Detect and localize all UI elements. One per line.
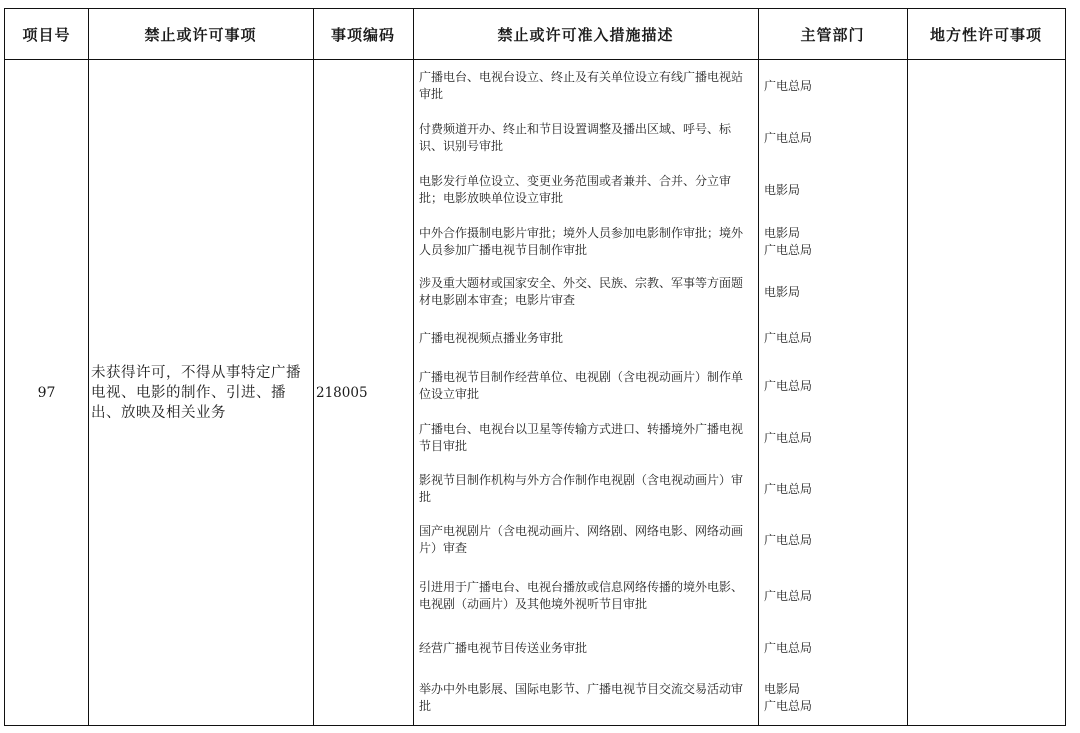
measure-row: [413, 412, 758, 464]
row-matter: 未获得许可，不得从事特定广播电视、电影的制作、引进、播出、放映及相关业务: [91, 364, 301, 421]
header-code: 事项编码: [330, 25, 395, 44]
measure-text: 引进用于广播电台、电视台播放或信息网络传播的境外电影、电视剧（动画片）及其他境外视听节目审批: [419, 580, 744, 611]
department-text: 广电总局: [764, 588, 813, 603]
measure-text: 国产电视剧片（含电视动画片、网络剧、网络电影、网络动画片）审查: [419, 524, 744, 555]
department-text: 广电总局: [764, 378, 813, 393]
permit-table: [4, 8, 1066, 726]
measure-text: 举办中外电影展、国际电影节、广播电视节目交流交易活动审批: [419, 681, 744, 713]
department-row: [758, 268, 907, 316]
measure-text: 广播电台、电视台设立、终止及有关单位设立有线广播电视站审批: [419, 70, 744, 101]
department-row: [758, 626, 907, 670]
department-row: [758, 316, 907, 360]
measure-text: 电影发行单位设立、变更业务范围或者兼并、合并、分立审批；电影放映单位设立审批: [419, 174, 732, 205]
measure-row: [413, 112, 758, 164]
measure-text: 付费频道开办、终止和节目设置调整及播出区域、呼号、标识、识别号审批: [419, 122, 732, 153]
department-text: 广电总局: [764, 640, 813, 655]
header-matter: 禁止或许可事项: [144, 25, 257, 44]
header-item-no: 项目号: [22, 25, 71, 44]
measure-text: 涉及重大题材或国家安全、外交、民族、宗教、军事等方面题材电影剧本审查；电影片审查: [419, 276, 744, 307]
row-item-no: 97: [37, 384, 56, 401]
measure-text: 影视节目制作机构与外方合作制作电视剧（含电视动画片）审批: [419, 473, 744, 504]
department-text: 电影局 广电总局: [764, 226, 813, 257]
measure-row: [413, 164, 758, 216]
measure-row: [413, 514, 758, 566]
col-divider: [313, 9, 314, 725]
department-row: [758, 112, 907, 164]
measures-column: [413, 60, 758, 725]
department-column: [758, 60, 907, 725]
row-local: [907, 60, 1065, 725]
measure-text: 经营广播电视节目传送业务审批: [419, 640, 588, 655]
measure-text: 中外合作摄制电影片审批；境外人员参加电影制作审批；境外人员参加广播电视节目制作审批: [419, 226, 744, 257]
department-text: 广电总局: [764, 130, 813, 145]
measure-row: [413, 626, 758, 670]
department-row: [758, 566, 907, 626]
department-row: [758, 216, 907, 268]
department-text: 广电总局: [764, 481, 813, 496]
measure-text: 广播电视节目制作经营单位、电视剧（含电视动画片）制作单位设立审批: [419, 370, 744, 401]
header-local: 地方性许可事项: [929, 25, 1042, 44]
measure-row: [413, 360, 758, 412]
department-row: [758, 60, 907, 112]
department-text: 电影局: [764, 284, 801, 299]
measure-row: [413, 60, 758, 112]
department-text: 广电总局: [764, 78, 813, 93]
department-row: [758, 164, 907, 216]
header-measures: 禁止或许可准入措施描述: [497, 25, 674, 44]
department-row: [758, 412, 907, 464]
department-text: 广电总局: [764, 330, 813, 345]
measure-row: [413, 464, 758, 514]
measure-row: [413, 268, 758, 316]
department-row: [758, 464, 907, 514]
header-department: 主管部门: [800, 25, 865, 44]
department-text: 电影局: [764, 182, 801, 197]
measure-row: [413, 670, 758, 725]
measure-row: [413, 316, 758, 360]
measure-text: 广播电视视频点播业务审批: [419, 330, 564, 345]
department-row: [758, 670, 907, 725]
measure-row: [413, 216, 758, 268]
row-code: 218005: [316, 384, 368, 401]
col-divider: [88, 9, 89, 725]
department-row: [758, 360, 907, 412]
department-row: [758, 514, 907, 566]
department-text: 电影局 广电总局: [764, 681, 813, 713]
measure-row: [413, 566, 758, 626]
department-text: 广电总局: [764, 532, 813, 547]
measure-text: 广播电台、电视台以卫星等传输方式进口、转播境外广播电视节目审批: [419, 422, 744, 453]
department-text: 广电总局: [764, 430, 813, 445]
